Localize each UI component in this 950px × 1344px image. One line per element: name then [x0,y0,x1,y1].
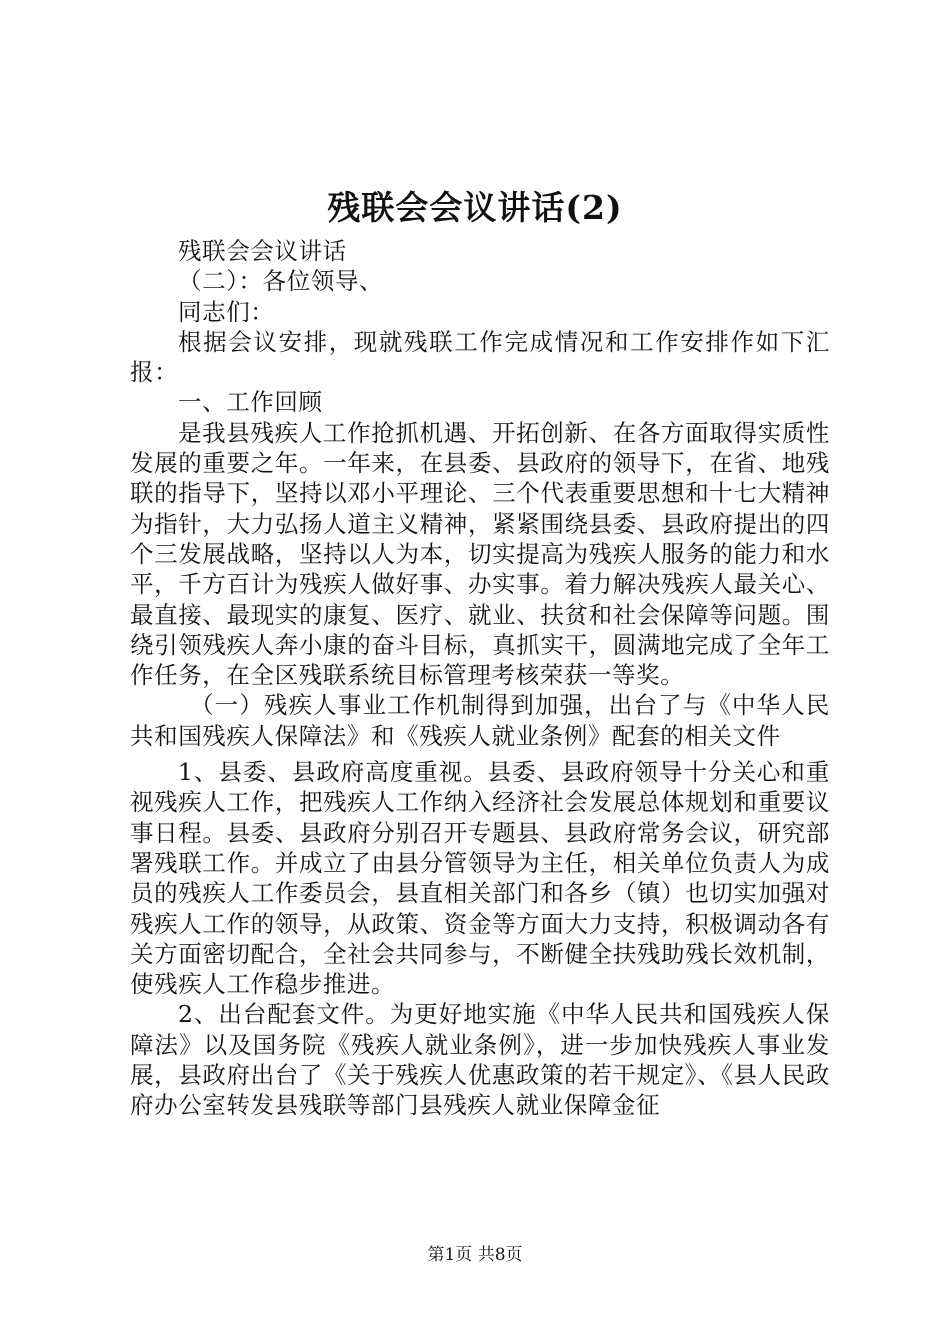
paragraph-salutation: （二）：各位领导、 [178,267,384,296]
paragraph-greeting: 同志们： [178,297,275,326]
paragraph-item-2: 2、出台配套文件。为更好地实施《中华人民共和国残疾人保障法》以及国务院《残疾人就业条例》，进一步加快残疾人事业发展，县政府出台了《关于残疾人优惠政策的若干规定》、《县人民政府办公室转发县残联等部门县残疾人就业保障金征 [130,1000,830,1120]
paragraph-review: 是我县残疾人工作抢抓机遇、开拓创新、在各方面取得实质性发展的重要之年。一年来，在县委、县政府的领导下，在省、地残联的指导下，坚持以邓小平理论、三个代表重要思想和十七大精神为指针，大力弘扬人道主义精神，紧紧围绕县委、县政府提出的四个三发展战略，坚持以人为本，切实提高为残疾人服务的能力和水平，千方百计为残疾人做好事、办实事。着力解决残疾人最关心、最直接、最现实的康复、医疗、就业、扶贫和社会保障等问题。围绕引领残疾人奔小康的奋斗目标，真抓实干，圆满地完成了全年工作任务，在全区残联系统目标管理考核荣获一等奖。 [130,418,830,690]
paragraph-heading: 残联会会议讲话 [178,237,347,265]
page-number-footer: 第1页 共8页 [427,1245,523,1265]
document-title: 残联会会议讲话(2) [327,188,623,227]
paragraph-item-1: 1、县委、县政府高度重视。县委、县政府领导十分关心和重视残疾人工作，把残疾人工作纳入经济社会发展总体规划和重要议事日程。县委、县政府分别召开专题县、县政府常务会议，研究部署残联工作。并成立了由县分管领导为主任，相关单位负责人为成员的残疾人工作委员会，县直相关部门和各乡（镇）也切实加强对残疾人工作的领导，从政策、资金等方面大力支持，积极调动各有关方面密切配合，全社会共同参与，不断健全扶残助残长效机制，使残疾人工作稳步推进。 [130,758,830,999]
paragraph-intro: 根据会议安排，现就残联工作完成情况和工作安排作如下汇报： [130,327,830,387]
section-heading: 一、工作回顾 [178,388,323,417]
document-body [130,236,830,1121]
subsection-heading: （一）残疾人事业工作机制得到加强，出台了与《中华人民共和国残疾人保障法》和《残疾人就业条例》配套的相关文件 [130,691,830,750]
